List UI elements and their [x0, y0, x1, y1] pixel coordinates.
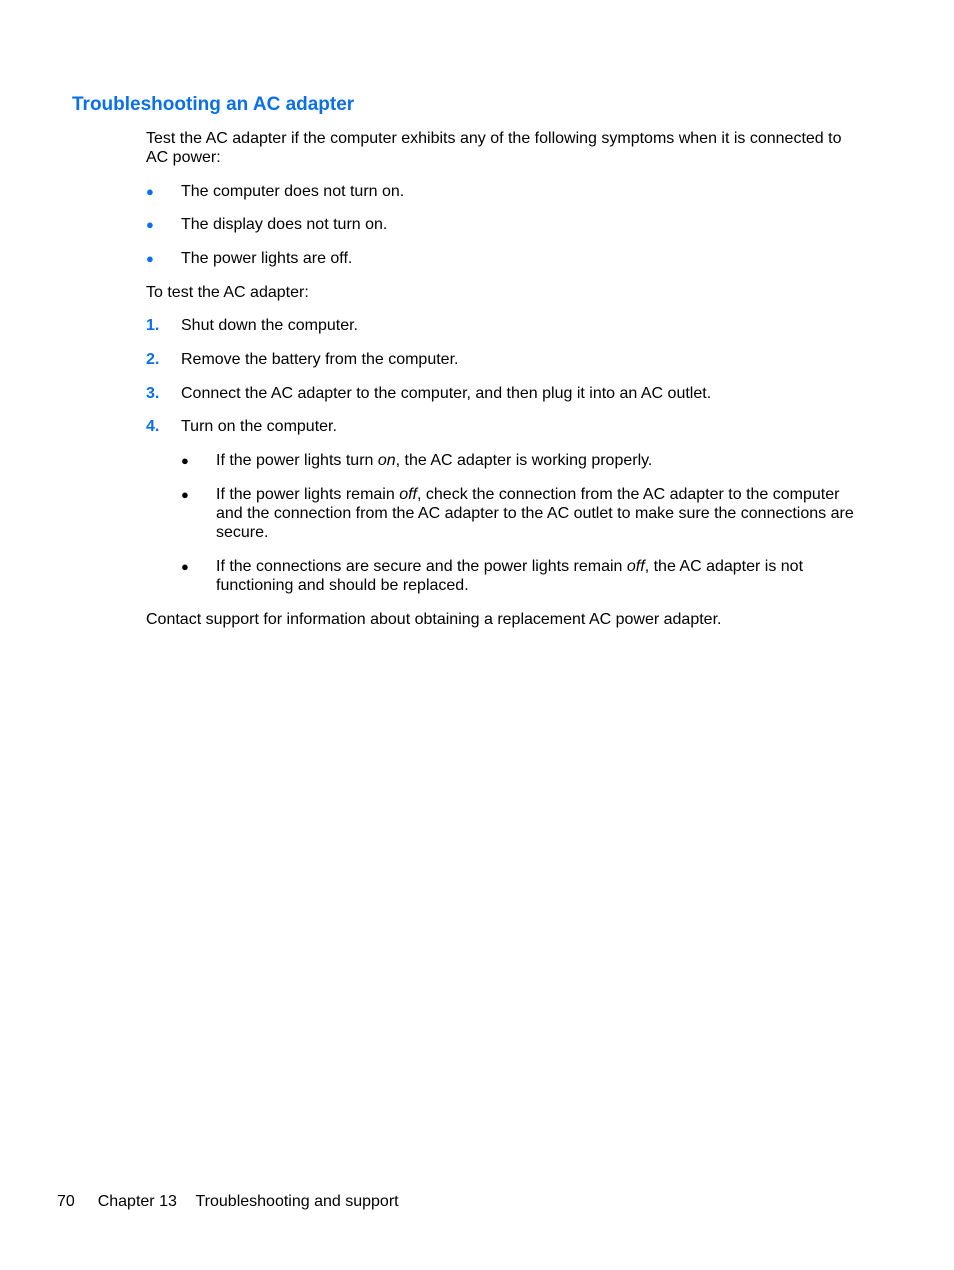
step-number: 4.: [146, 418, 160, 435]
step-text: Turn on the computer.: [181, 418, 337, 435]
step-number: 2.: [146, 351, 160, 368]
result-text: If the power lights turn on, the AC adapter is working properly.: [216, 452, 653, 469]
step-number: 3.: [146, 385, 160, 402]
section-heading: Troubleshooting an AC adapter: [72, 94, 355, 115]
symptom-text: The computer does not turn on.: [181, 183, 405, 200]
bullet-icon: ●: [146, 184, 154, 199]
page-number: 70: [57, 1193, 75, 1210]
step-text: Shut down the computer.: [181, 317, 358, 334]
step-text: Remove the battery from the computer.: [181, 351, 459, 368]
bullet-icon: ●: [181, 487, 189, 502]
closing-paragraph: Contact support for information about obtaining a replacement AC power adapter.: [146, 611, 722, 628]
step-number: 1.: [146, 317, 160, 334]
symptom-text: The display does not turn on.: [181, 216, 388, 233]
bullet-icon: ●: [181, 453, 189, 468]
step-text: Connect the AC adapter to the computer, and then plug it into an AC outlet.: [181, 385, 712, 402]
bullet-icon: ●: [146, 217, 154, 232]
page-footer: [57, 1192, 399, 1211]
bullet-icon: ●: [146, 251, 154, 266]
symptom-text: The power lights are off.: [181, 250, 353, 267]
result-text: If the connections are secure and the power lights remain off, the AC adapter is not functioning and should be replaced.: [216, 558, 804, 594]
test-intro: To test the AC adapter:: [146, 284, 309, 301]
intro-paragraph: Test the AC adapter if the computer exhibits any of the following symptoms when it is connected to AC power:: [146, 130, 842, 166]
bullet-icon: ●: [181, 559, 189, 574]
result-text: If the power lights remain off, check the connection from the AC adapter to the computer and the connection from the AC adapter to the AC outlet to make sure the connections are secure.: [216, 486, 854, 541]
chapter-title: Troubleshooting and support: [195, 1193, 399, 1210]
chapter-label: Chapter 13: [97, 1193, 177, 1210]
